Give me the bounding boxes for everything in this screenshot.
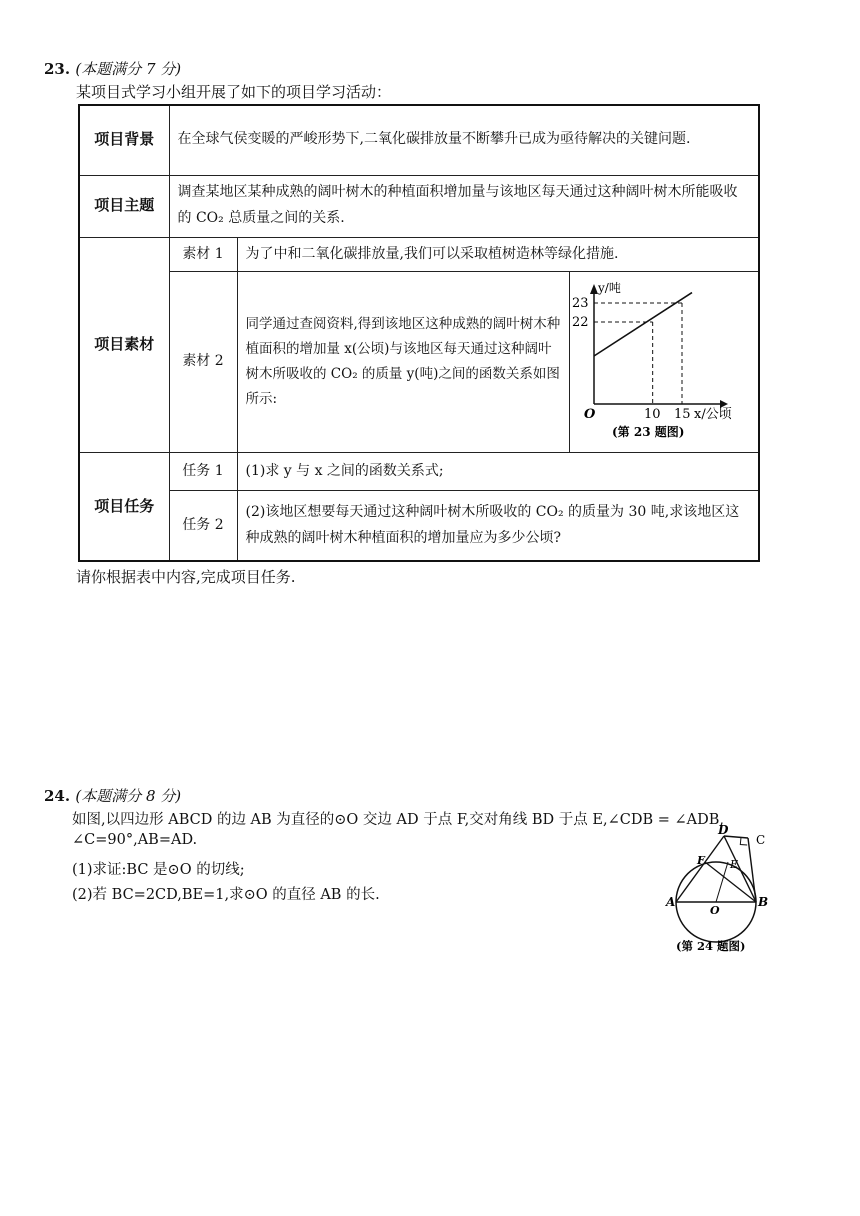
theme-label: 项目主题 (79, 175, 169, 237)
task2-label: 任务 2 (169, 491, 237, 561)
label-c: C (756, 833, 766, 847)
task2-text: (2)该地区想要每天通过这种阔叶树木所吸收的 CO₂ 的质量为 30 吨,求该地区这种成熟的阔叶树木种植面积的增加量应为多少公顷? (237, 491, 759, 561)
q24-line2: ∠C=90°,AB=AD. (72, 832, 198, 848)
q23-graph (570, 272, 758, 442)
y-tick-22: 22 (571, 315, 589, 331)
function-line (594, 293, 692, 356)
material1-text: 为了中和二氧化碳排放量,我们可以采取植树造林等绿化措施. (237, 237, 759, 272)
q24-line1: 如图,以四边形 ABCD 的边 AB 为直径的⊙O 交边 AD 于点 F,交对角线 BD 于点 E,∠CDB = ∠ADB, (72, 812, 724, 828)
theme-text: 调查某地区某种成熟的阔叶树木的种植面积增加量与该地区每天通过这种阔叶树木所能吸收的 CO₂ 总质量之间的关系. (169, 175, 759, 237)
label-e: E (730, 858, 739, 871)
q23-intro: 某项目式学习小组开展了如下的项目学习活动： (76, 83, 392, 101)
task-label: 项目任务 (79, 453, 169, 561)
label-o: O (710, 904, 720, 917)
label-f: F (697, 854, 705, 867)
origin-label: O (583, 407, 595, 423)
task1-label: 任务 1 (169, 453, 237, 491)
x-axis-label: x/公顷 (693, 407, 732, 423)
q24-number: 24. (44, 787, 71, 805)
project-table (78, 104, 760, 562)
task1-text: (1)求 y 与 x 之间的函数关系式; (237, 453, 759, 491)
q24-header (44, 785, 181, 806)
material-label: 项目素材 (79, 237, 169, 453)
label-d: D (718, 823, 729, 837)
segment-oe (716, 862, 728, 902)
label-a: A (666, 895, 676, 909)
x-tick-15: 15 (673, 407, 691, 423)
q23-outro: 请你根据表中内容,完成项目任务. (76, 568, 296, 586)
background-text: 在全球气侯变暖的严峻形势下,二氧化碳排放量不断攀升已成为亟待解决的关键问题. (169, 105, 759, 175)
q23-number: 23. (44, 60, 71, 78)
q24-score: (本题满分 8 分) (75, 787, 182, 805)
segment-ad (676, 836, 724, 902)
y-axis-label: y/吨 (597, 281, 621, 296)
background-label: 项目背景 (79, 105, 169, 175)
material2-label: 素材 2 (169, 272, 237, 453)
q24-part1: (1)求证:BC 是⊙O 的切线; (72, 862, 245, 878)
label-b: B (758, 895, 769, 909)
q24-figure-caption: (第 24 题图) (676, 939, 746, 953)
q23-graph-caption: (第 23 题图) (611, 425, 684, 440)
q24-part2: (2)若 BC=2CD,BE=1,求⊙O 的直径 AB 的长. (72, 887, 380, 903)
q23-header (44, 58, 181, 79)
right-angle-mark (740, 838, 747, 846)
material1-label: 素材 1 (169, 237, 237, 272)
x-tick-10: 10 (643, 407, 661, 423)
y-axis-arrow (590, 284, 598, 294)
q23-score: (本题满分 7 分) (75, 60, 182, 78)
y-tick-23: 23 (571, 296, 589, 312)
q24-figure (662, 822, 782, 958)
material2-text: 同学通过查阅资料,得到该地区这种成熟的阔叶树木种植面积的增加量 x(公顷)与该地区每天通过这种阔叶树木所吸收的 CO₂ 的质量 y(吨)之间的函数关系如图所示: (237, 272, 569, 453)
graph-cell (569, 272, 759, 453)
